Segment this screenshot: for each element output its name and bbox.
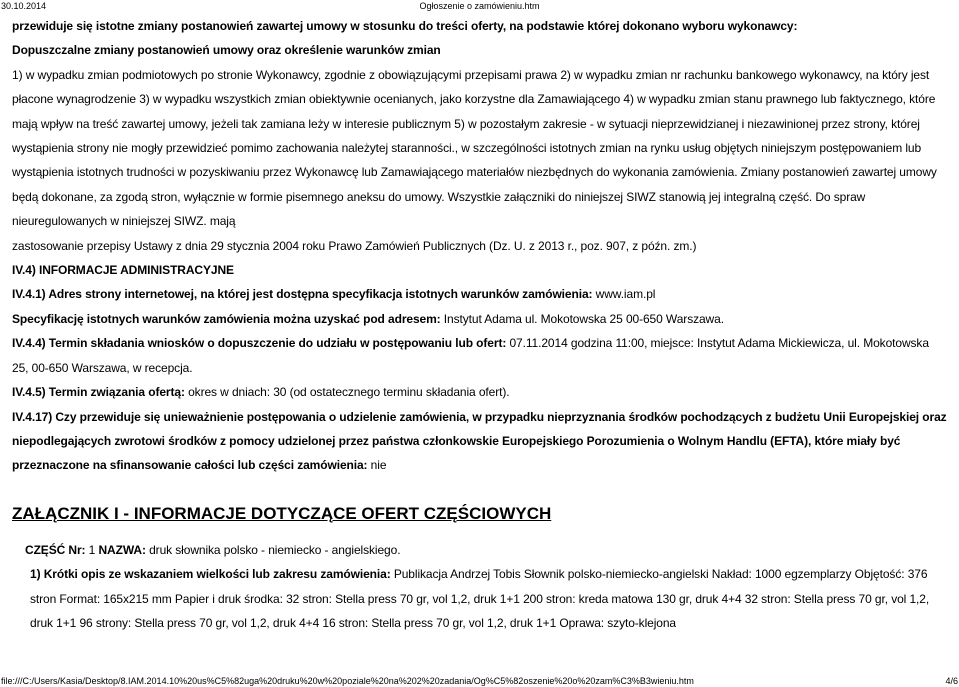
print-footer	[0, 675, 959, 687]
item-4-4-5	[12, 380, 948, 404]
item-4-4-17	[12, 405, 948, 478]
changes-body-law: zastosowanie przepisy Ustawy z dnia 29 stycznia 2004 roku Prawo Zamówień Publicznych (Dz. U. z 2013 r., poz. 907, z późn. zm.)	[12, 238, 697, 253]
print-header	[0, 0, 959, 12]
item-4-4-17-value: nie	[367, 458, 387, 473]
spec-address-value: Instytut Adama ul. Mokotowska 25 00-650 Warszawa.	[440, 311, 724, 326]
item-4-4-5-label: IV.4.5) Termin związania ofertą:	[12, 385, 185, 400]
item-4-4-4-label: IV.4.4) Termin składania wniosków o dopuszczenie do udziału w postępowaniu lub ofert:	[12, 336, 507, 351]
spacer	[12, 526, 948, 538]
admin-heading: IV.4) INFORMACJE ADMINISTRACYJNE	[12, 263, 234, 278]
part-number: 1	[85, 542, 99, 557]
document-content	[12, 14, 948, 635]
item-4-4-4-value: 07.11.2014 godzina 11:00, miejsce: Instytut Adama Mickiewicza, ul. Mokotowska 25, 00-650 Warszawa, w recepcja.	[12, 336, 929, 375]
annex-title: ZAŁĄCZNIK I - INFORMACJE DOTYCZĄCE OFERT CZĘŚCIOWYCH	[12, 503, 552, 523]
item-4-4-1	[12, 282, 948, 306]
spec-address	[12, 307, 948, 331]
description-value: Publikacja Andrzej Tobis Słownik polsko-niemiecko-angielski Nakład: 1000 egzemplarzy Objętość: 376 stron Format: 165x215 mm Papier i druk środka: 32 stron: Stella press 70 gr, vol 1,2, druk 1+1 200 stron: kreda matowa 130 gr, druk 4+4 32 stron: Stella press 70 gr, vol 1,2, druk 1+1 96 strony: Stella press 70 gr, vol 1,2, druk 4+4 16 stron: Stella press 70 gr, vol 1,2, druk 1+1 Oprawa: szyto-klejona	[30, 567, 930, 630]
item-4-4-4	[12, 331, 948, 380]
item-4-4-1-label: IV.4.1) Adres strony internetowej, na której jest dostępna specyfikacja istotnych warunków zamówienia:	[12, 287, 593, 302]
item-4-4-1-value: www.iam.pl	[592, 287, 656, 302]
print-title: Ogłoszenie o zamówieniu.htm	[419, 1, 540, 11]
changes-subheading: Dopuszczalne zmiany postanowień umowy oraz określenie warunków zmian	[12, 43, 441, 58]
part-name-value: druk słownika polsko - niemiecko - angielskiego.	[145, 542, 401, 557]
annex-part	[12, 538, 948, 562]
description-label: 1) Krótki opis ze wskazaniem wielkości lub zakresu zamówienia:	[30, 567, 391, 582]
spacer	[12, 478, 948, 502]
item-4-4-17-label: IV.4.17) Czy przewiduje się unieważnienie postępowania o udzielenie zamówienia, w przypadku nieprzyznania środków pochodzących z budżetu Unii Europejskiej oraz niepodlegających zwrotowi środków z pomocy udzielonej przez państwa członkowskie Europejskiego Porozumienia o Wolnym Handlu (EFTA), które miały być przeznaczone na sfinansowanie całości lub części zamówienia:	[12, 409, 947, 473]
page-number: 4/6	[945, 676, 958, 686]
item-4-4-5-value: okres w dniach: 30 (od ostatecznego terminu składania ofert).	[184, 385, 510, 400]
part-name-label: NAZWA:	[98, 542, 146, 557]
annex-description	[12, 562, 948, 635]
print-date: 30.10.2014	[1, 1, 47, 11]
part-label: CZĘŚĆ Nr:	[25, 542, 86, 557]
spec-address-label: Specyfikację istotnych warunków zamówienia można uzyskać pod adresem:	[12, 311, 441, 326]
print-url: file:///C:/Users/Kasia/Desktop/8.IAM.2014.10%20us%C5%82uga%20druku%20w%20poziale%20na%202%20zadania/Og%C5%82oszenie%20o%20zam%C3%B3wieniu.htm	[1, 676, 694, 686]
changes-body: 1) w wypadku zmian podmiotowych po stronie Wykonawcy, zgodnie z obowiązującymi przepisami prawa 2) w wypadku zmian nr rachunku bankowego wykonawcy, na który jest płacone wynagrodzenie 3) w wypadku wszystkich zmian obiektywnie ocenianych, jako korzystne dla Zamawiającego 4) w wypadku zmian stanu prawnego lub faktycznego, które mają wpływ na treść zawartej umowy, jeżeli tak zamiana leży w interesie publicznym 5) w pozostałym zakresie - w sytuacji nieprzewidzianej i niezawinionej przez strony, której wystąpienia strony nie mogły przewidzieć pomimo zachowania należytej staranności., w szczególności istotnych zmian na rynku usług objętych niniejszym postępowaniem lub wystąpienia istotnych trudności w pozyskiwaniu przez Wykonawcę lub Zamawiającego materiałów niezbędnych do wykonania zamówienia. Zmiany postanowień zawartej umowy będą dokonane, za zgodą stron, wyłącznie w formie pisemnego aneksu do umowy. Wszystkie załączniki do niniejszej SIWZ stanowią jej integralną część. Do spraw nieuregulowanych w niniejszej SIWZ. mają	[12, 67, 937, 229]
changes-heading: przewiduje się istotne zmiany postanowień zawartej umowy w stosunku do treści oferty, na podstawie której dokonano wyboru wykonawcy:	[12, 19, 798, 33]
